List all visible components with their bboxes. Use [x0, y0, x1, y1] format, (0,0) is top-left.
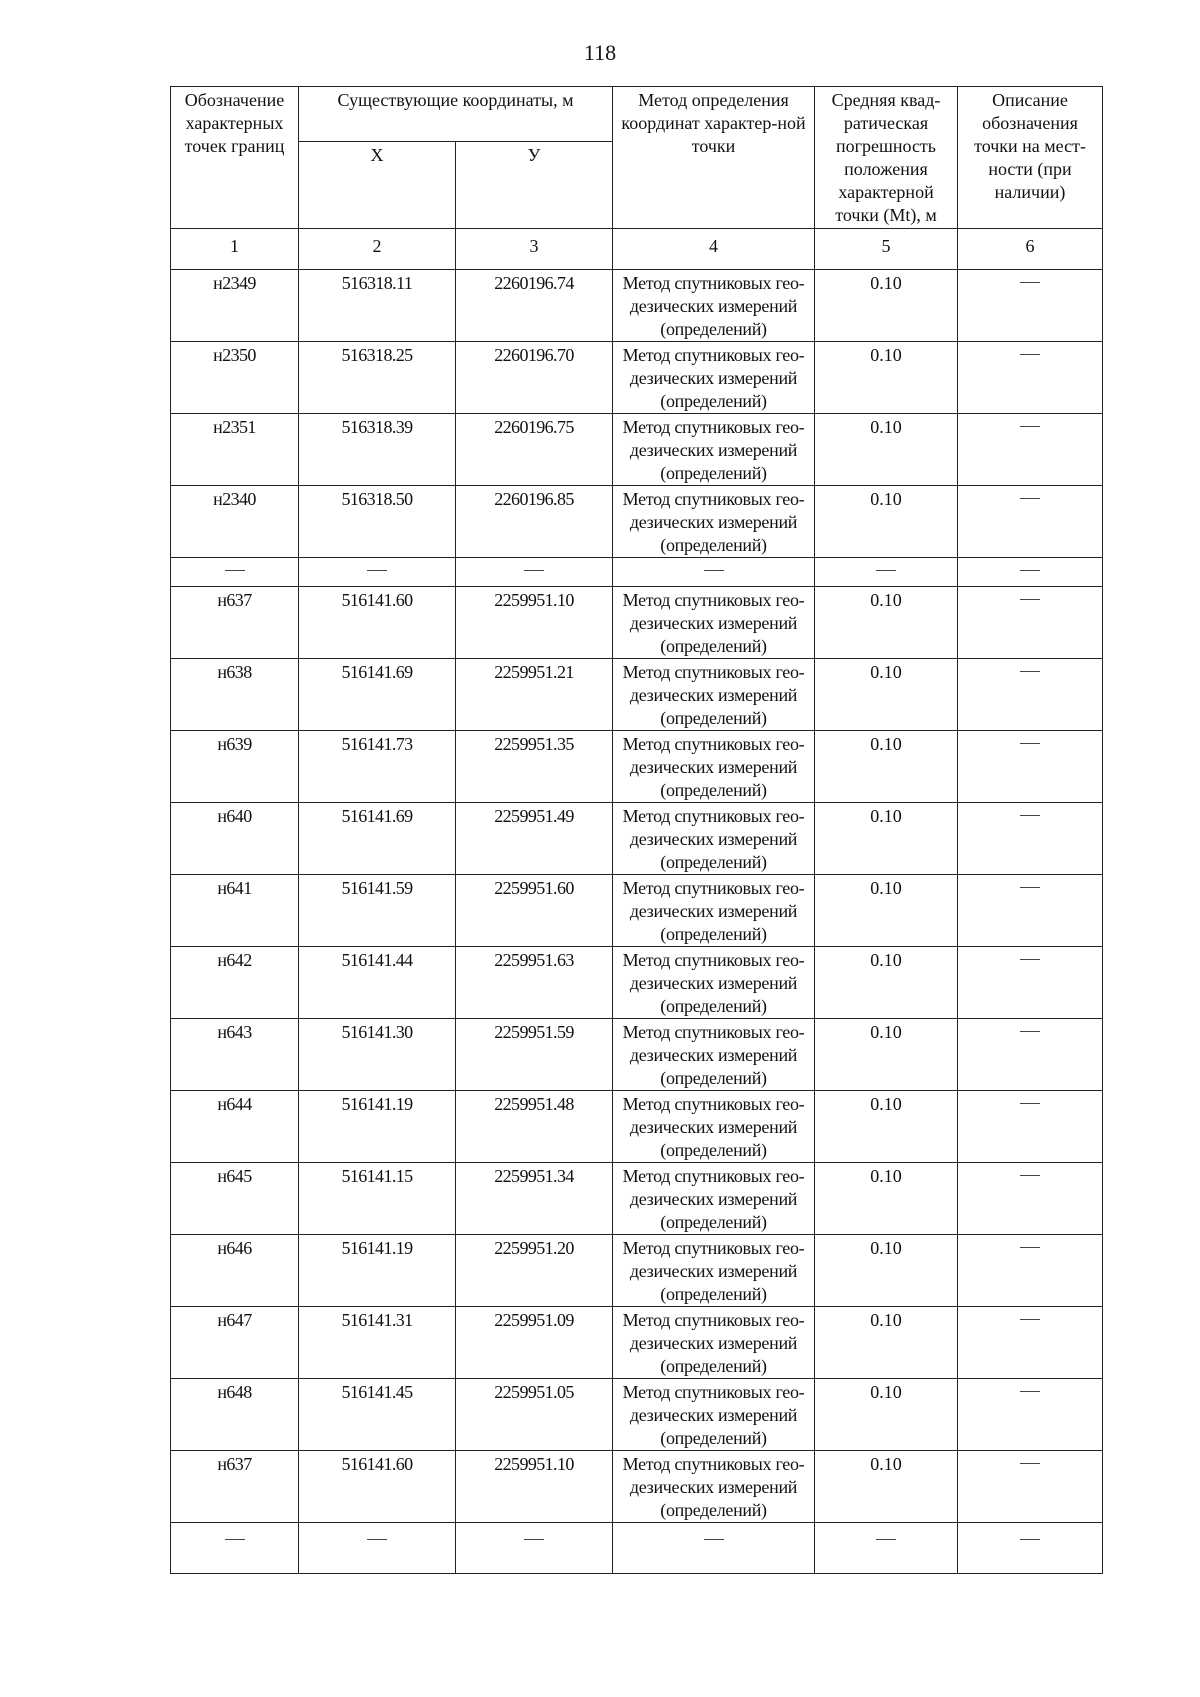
- column-number: 2: [299, 229, 456, 270]
- x-cell: 516318.50: [299, 486, 456, 558]
- dash-cell: [958, 1451, 1103, 1523]
- method-cell: Метод спутниковых гео-дезических измерений (определений): [613, 1019, 815, 1091]
- table-row: [171, 947, 1103, 1019]
- method-cell: Метод спутниковых гео-дезических измерений (определений): [613, 731, 815, 803]
- dash-cell: [456, 558, 613, 587]
- x-cell: 516141.15: [299, 1163, 456, 1235]
- dash-mark: [225, 1539, 245, 1540]
- dash-cell: [456, 1523, 613, 1574]
- method-cell: Метод спутниковых гео-дезических измерений (определений): [613, 1379, 815, 1451]
- dash-cell: [613, 558, 815, 587]
- point-cell: н642: [171, 947, 299, 1019]
- x-cell: 516141.73: [299, 731, 456, 803]
- dash-cell: [958, 1019, 1103, 1091]
- x-cell: 516141.45: [299, 1379, 456, 1451]
- dash-mark: [1020, 1539, 1040, 1540]
- method-cell: Метод спутниковых гео-дезических измерений (определений): [613, 803, 815, 875]
- dash-cell: [613, 1523, 815, 1574]
- error-cell: 0.10: [815, 947, 958, 1019]
- dash-cell: [958, 947, 1103, 1019]
- dash-mark: [524, 1539, 544, 1540]
- y-cell: 2259951.10: [456, 1451, 613, 1523]
- dash-mark: [1020, 599, 1040, 600]
- separator-row: [171, 558, 1103, 587]
- dash-mark: [1020, 1175, 1040, 1176]
- error-cell: 0.10: [815, 414, 958, 486]
- table-row: [171, 587, 1103, 659]
- column-number: 1: [171, 229, 299, 270]
- dash-cell: [958, 803, 1103, 875]
- table-row: [171, 875, 1103, 947]
- method-cell: Метод спутниковых гео-дезических измерений (определений): [613, 659, 815, 731]
- dash-mark: [876, 1539, 896, 1540]
- point-cell: н637: [171, 587, 299, 659]
- y-cell: 2259951.60: [456, 875, 613, 947]
- error-cell: 0.10: [815, 1235, 958, 1307]
- dash-cell: [958, 414, 1103, 486]
- point-cell: н2351: [171, 414, 299, 486]
- table-row: [171, 270, 1103, 342]
- dash-mark: [1020, 1247, 1040, 1248]
- dash-cell: [958, 587, 1103, 659]
- header-description: Описание обозначения точки на мест-ности (при наличии): [958, 87, 1103, 229]
- point-cell: н2350: [171, 342, 299, 414]
- table-row: [171, 1451, 1103, 1523]
- table-row: [171, 659, 1103, 731]
- dash-mark: [367, 570, 387, 571]
- dash-cell: [958, 486, 1103, 558]
- column-number: 6: [958, 229, 1103, 270]
- point-cell: н644: [171, 1091, 299, 1163]
- error-cell: 0.10: [815, 731, 958, 803]
- coordinates-table: [170, 86, 1103, 1574]
- dash-cell: [958, 1523, 1103, 1574]
- point-cell: н2349: [171, 270, 299, 342]
- dash-mark: [1020, 1319, 1040, 1320]
- header-method: Метод определения координат характер-ной точки: [613, 87, 815, 229]
- dash-mark: [876, 570, 896, 571]
- dash-mark: [1020, 887, 1040, 888]
- point-cell: н648: [171, 1379, 299, 1451]
- dash-mark: [225, 570, 245, 571]
- header-coordinates: Существующие координаты, м: [299, 87, 613, 142]
- dash-mark: [1020, 354, 1040, 355]
- error-cell: 0.10: [815, 342, 958, 414]
- separator-row: [171, 1523, 1103, 1574]
- method-cell: Метод спутниковых гео-дезических измерений (определений): [613, 875, 815, 947]
- x-cell: 516318.39: [299, 414, 456, 486]
- table-row: [171, 1163, 1103, 1235]
- method-cell: Метод спутниковых гео-дезических измерений (определений): [613, 486, 815, 558]
- table-row: [171, 1019, 1103, 1091]
- point-cell: н640: [171, 803, 299, 875]
- y-cell: 2260196.70: [456, 342, 613, 414]
- y-cell: 2259951.20: [456, 1235, 613, 1307]
- column-number: 5: [815, 229, 958, 270]
- point-cell: н643: [171, 1019, 299, 1091]
- dash-mark: [1020, 570, 1040, 571]
- dash-cell: [815, 558, 958, 587]
- point-cell: н647: [171, 1307, 299, 1379]
- dash-mark: [704, 570, 724, 571]
- x-cell: 516141.31: [299, 1307, 456, 1379]
- column-number: 3: [456, 229, 613, 270]
- dash-mark: [1020, 743, 1040, 744]
- dash-mark: [1020, 1391, 1040, 1392]
- x-cell: 516141.69: [299, 803, 456, 875]
- point-cell: н641: [171, 875, 299, 947]
- x-cell: 516141.60: [299, 587, 456, 659]
- y-cell: 2260196.74: [456, 270, 613, 342]
- dash-cell: [958, 1091, 1103, 1163]
- point-cell: н639: [171, 731, 299, 803]
- y-cell: 2260196.85: [456, 486, 613, 558]
- error-cell: 0.10: [815, 1091, 958, 1163]
- dash-cell: [958, 875, 1103, 947]
- x-cell: 516141.19: [299, 1235, 456, 1307]
- header-error: Средняя квад-ратическая погрешность положения характерной точки (Mt), м: [815, 87, 958, 229]
- point-cell: н638: [171, 659, 299, 731]
- dash-mark: [367, 1539, 387, 1540]
- x-cell: 516141.30: [299, 1019, 456, 1091]
- dash-cell: [958, 1307, 1103, 1379]
- dash-cell: [815, 1523, 958, 1574]
- dash-cell: [958, 659, 1103, 731]
- method-cell: Метод спутниковых гео-дезических измерений (определений): [613, 947, 815, 1019]
- method-cell: Метод спутниковых гео-дезических измерений (определений): [613, 1163, 815, 1235]
- table-row: [171, 414, 1103, 486]
- method-cell: Метод спутниковых гео-дезических измерений (определений): [613, 1091, 815, 1163]
- y-cell: 2259951.09: [456, 1307, 613, 1379]
- x-cell: 516318.11: [299, 270, 456, 342]
- header-x: Х: [299, 142, 456, 229]
- column-numbers-row: [171, 229, 1103, 270]
- method-cell: Метод спутниковых гео-дезических измерений (определений): [613, 342, 815, 414]
- x-cell: 516141.59: [299, 875, 456, 947]
- x-cell: 516141.19: [299, 1091, 456, 1163]
- dash-cell: [958, 1235, 1103, 1307]
- dash-cell: [958, 1379, 1103, 1451]
- method-cell: Метод спутниковых гео-дезических измерений (определений): [613, 414, 815, 486]
- dash-mark: [1020, 815, 1040, 816]
- x-cell: 516141.60: [299, 1451, 456, 1523]
- error-cell: 0.10: [815, 875, 958, 947]
- error-cell: 0.10: [815, 486, 958, 558]
- point-cell: н637: [171, 1451, 299, 1523]
- x-cell: 516318.25: [299, 342, 456, 414]
- dash-mark: [1020, 282, 1040, 283]
- method-cell: Метод спутниковых гео-дезических измерений (определений): [613, 587, 815, 659]
- header-y: У: [456, 142, 613, 229]
- error-cell: 0.10: [815, 803, 958, 875]
- y-cell: 2259951.21: [456, 659, 613, 731]
- table-row: [171, 1379, 1103, 1451]
- y-cell: 2259951.34: [456, 1163, 613, 1235]
- y-cell: 2259951.10: [456, 587, 613, 659]
- y-cell: 2259951.49: [456, 803, 613, 875]
- dash-cell: [299, 558, 456, 587]
- error-cell: 0.10: [815, 270, 958, 342]
- x-cell: 516141.44: [299, 947, 456, 1019]
- dash-mark: [1020, 426, 1040, 427]
- method-cell: Метод спутниковых гео-дезических измерений (определений): [613, 1307, 815, 1379]
- dash-mark: [1020, 498, 1040, 499]
- method-cell: Метод спутниковых гео-дезических измерений (определений): [613, 1451, 815, 1523]
- dash-mark: [1020, 1103, 1040, 1104]
- dash-mark: [1020, 959, 1040, 960]
- table-row: [171, 486, 1103, 558]
- y-cell: 2259951.05: [456, 1379, 613, 1451]
- error-cell: 0.10: [815, 1451, 958, 1523]
- table-row: [171, 731, 1103, 803]
- y-cell: 2260196.75: [456, 414, 613, 486]
- dash-mark: [1020, 671, 1040, 672]
- x-cell: 516141.69: [299, 659, 456, 731]
- y-cell: 2259951.35: [456, 731, 613, 803]
- y-cell: 2259951.48: [456, 1091, 613, 1163]
- error-cell: 0.10: [815, 1379, 958, 1451]
- dash-cell: [958, 342, 1103, 414]
- y-cell: 2259951.63: [456, 947, 613, 1019]
- dash-cell: [958, 731, 1103, 803]
- table-row: [171, 803, 1103, 875]
- column-number: 4: [613, 229, 815, 270]
- header-point: Обозначение характерных точек границ: [171, 87, 299, 229]
- dash-mark: [524, 570, 544, 571]
- dash-cell: [171, 1523, 299, 1574]
- dash-mark: [1020, 1031, 1040, 1032]
- error-cell: 0.10: [815, 659, 958, 731]
- point-cell: н2340: [171, 486, 299, 558]
- table-row: [171, 1307, 1103, 1379]
- error-cell: 0.10: [815, 587, 958, 659]
- y-cell: 2259951.59: [456, 1019, 613, 1091]
- error-cell: 0.10: [815, 1307, 958, 1379]
- table-row: [171, 342, 1103, 414]
- table-row: [171, 1091, 1103, 1163]
- dash-cell: [171, 558, 299, 587]
- point-cell: н646: [171, 1235, 299, 1307]
- dash-cell: [958, 558, 1103, 587]
- dash-cell: [958, 270, 1103, 342]
- dash-cell: [299, 1523, 456, 1574]
- method-cell: Метод спутниковых гео-дезических измерений (определений): [613, 270, 815, 342]
- method-cell: Метод спутниковых гео-дезических измерений (определений): [613, 1235, 815, 1307]
- error-cell: 0.10: [815, 1163, 958, 1235]
- dash-mark: [1020, 1463, 1040, 1464]
- dash-cell: [958, 1163, 1103, 1235]
- table-row: [171, 1235, 1103, 1307]
- dash-mark: [704, 1539, 724, 1540]
- page-number: 118: [583, 40, 617, 65]
- point-cell: н645: [171, 1163, 299, 1235]
- error-cell: 0.10: [815, 1019, 958, 1091]
